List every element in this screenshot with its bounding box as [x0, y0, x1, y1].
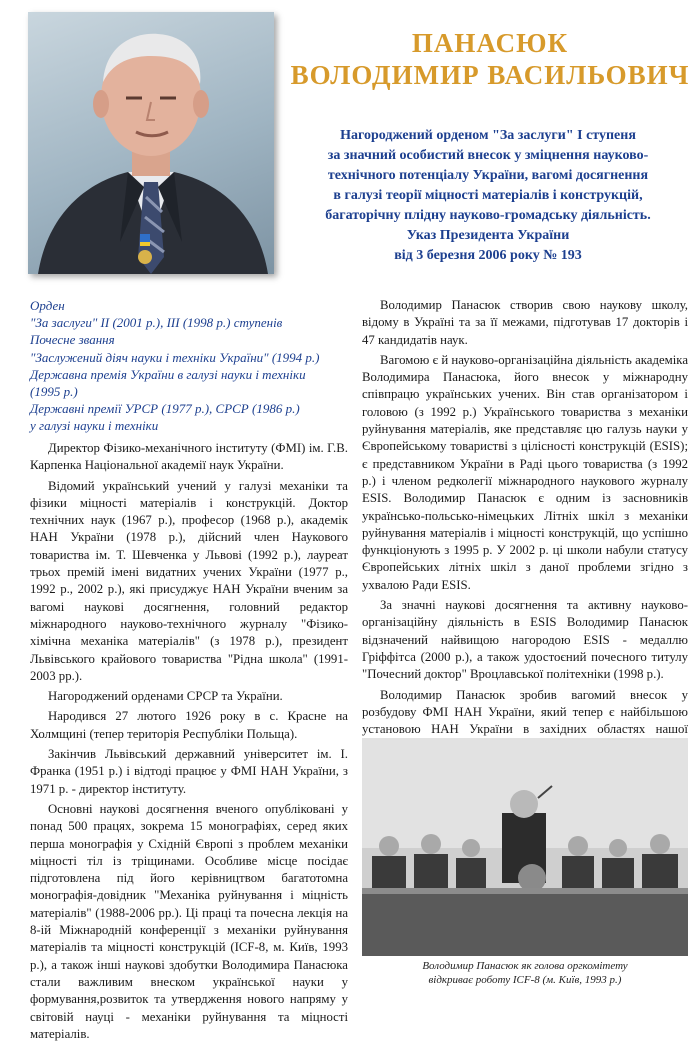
- left-column-text: [30, 440, 348, 1046]
- caption-line: відкриває роботу ICF-8 (м. Київ, 1993 р.): [428, 974, 622, 986]
- award-statement: [298, 126, 678, 266]
- caption-line: Володимир Панасюк як голова оргкомітету: [422, 960, 628, 972]
- award-line: за значний особистий внесок у зміцнення науково-: [327, 148, 649, 163]
- paragraph: Народився 27 лютого 1926 року в с. Красне на Холмщині (тепер територія Республіки Польща).: [30, 709, 348, 741]
- honors-line: Почесне звання: [30, 332, 115, 348]
- award-line: в галузі теорії міцності матеріалів і конструкцій,: [333, 188, 643, 203]
- award-line: Нагороджений орденом "За заслуги" І ступеня: [340, 128, 636, 143]
- honors-list: [30, 297, 350, 435]
- honors-line: "За заслуги" ІІ (2001 р.), ІІІ (1998 р.) ступенів: [30, 315, 283, 331]
- portrait-photo: [28, 12, 274, 274]
- honors-line: Орден: [30, 298, 65, 313]
- paragraph: Нагороджений орденами СРСР та України.: [48, 689, 283, 704]
- photo-caption: [362, 959, 688, 987]
- paragraph: Володимир Панасюк створив свою наукову школу, відому в Україні та за її межами, підготував 17 докторів і 47 кандидатів наук.: [362, 298, 688, 347]
- paragraph: Директор Фізико-механічного інституту (ФМІ) ім. Г.В. Карпенка Національної академії наук України.: [30, 441, 348, 473]
- honors-line: "Заслужений діяч науки і техніки України" (1994 р.): [30, 349, 320, 365]
- paragraph: Вагомою є й науково-організаційна діяльність академіка Володимира Панасюка, його внесок у міжнародну співпрацю українських учених. Він став організатором і головою (з 1992 р.) Українського товариства з механіки руйнування матеріалів, яке представляє цю галузь науки у Європейському товаристві з цілісності конструкцій (ESIS); є представником України в Раді цього товариства (з 1992 р.) і членом редколегії міжнародного наукового журналу ESIS. Володимир Панасюк є одним із засновників українсько-польсько-німецьких Літніх шкіл з механіки руйнування матеріалів і міцності конструкцій, що успішно функціонують з 1995 р. У 2002 р. ці школи набули статусу Європейських літніх шкіл з даної проблеми згідно з ухвалою Ради ESIS.: [362, 352, 688, 592]
- award-line: Указ Президента України: [406, 228, 570, 243]
- paragraph: Закінчив Львівський державний університет ім. І. Франка (1951 р.) і відтоді працює у ФМІ НАН України, з 1971 р. - директор інституту.: [30, 747, 348, 796]
- honors-line: (1995 р.): [30, 384, 78, 400]
- award-line: багаторічну плідну науково-громадську діяльність.: [325, 208, 651, 223]
- person-given-names: ВОЛОДИМИР ВАСИЛЬОВИЧ: [290, 60, 690, 90]
- paragraph: Відомий український учений у галузі механіки та фізики міцності матеріалів і конструкцій. Доктор технічних наук (1967 р.), професор (1968 р.), академік НАН України (1978 р.), дійсний член Наукового товариства ім. Т. Шевченка у Львові (1992 р.), лауреат трьох премій імені видатних учених України (1977 р., 1992 р., 2002 р.), які присуджує НАН України вченим за вагомі наукові досягнення, головний редактор міжнародного науково-технічного журналу "Фізико-хімічна механіка матеріалів" (з 1978 р.), президент Львівського крайового товариства "Рідна школа" (1991-2003 рр.).: [30, 478, 348, 683]
- paragraph: Основні наукові досягнення вченого опубліковані у понад 500 працях, зокрема 15 монографіях, серед яких перша монографія у Східній Європі з проблем механіки міцності тіл із тріщинами. Особливе місце посідає підготовлена під його керівництвом багатотомна монографія-довідник "Механіка руйнування і міцність матеріалів" (1988-2006 рр.). Ці праці та почесна лекція на 8-ій Міжнародній конференції з механіки руйнування матеріалів та міцності конструкцій (ICF-8, м. Київ, 1993 р.), а також інші наукові здобутки Володимира Панасюка стали важливим внеском української науки у формування,розвиток та утвердження нового напряму у світовій науці - механіки руйнування та міцності матеріалів.: [30, 801, 348, 1041]
- person-surname: ПАНАСЮК: [411, 28, 569, 58]
- conference-photo: [362, 738, 688, 956]
- award-line: технічного потенціалу України, вагомі досягнення: [327, 168, 649, 183]
- right-column-text: [362, 297, 688, 759]
- award-line: від 3 березня 2006 року № 193: [394, 248, 582, 263]
- honors-line: у галузі науки і техніки: [30, 418, 159, 434]
- portrait-illustration: [28, 12, 274, 274]
- conference-illustration: [362, 738, 688, 956]
- paragraph: За значні наукові досягнення та активну науково-організаційну діяльність в ESIS Володимир Панасюк відзначений найвищою нагородою ESIS - медаллю Гріффітса (2000 р.), а також удостоєний почесного титулу "Почесний доктор" Вроцлавської політехніки (1998 р.).: [362, 598, 688, 682]
- honors-line: Державна премія України в галузі науки і техніки: [30, 366, 306, 382]
- honors-line: Державні премії УРСР (1977 р.), СРСР (1986 р.): [30, 401, 300, 417]
- paragraph: Володимир Панасюк зробив вагомий внесок у розбудову ФМІ НАН України, який тепер є найбільшою установою НАН України в західних областях нашої: [362, 687, 688, 737]
